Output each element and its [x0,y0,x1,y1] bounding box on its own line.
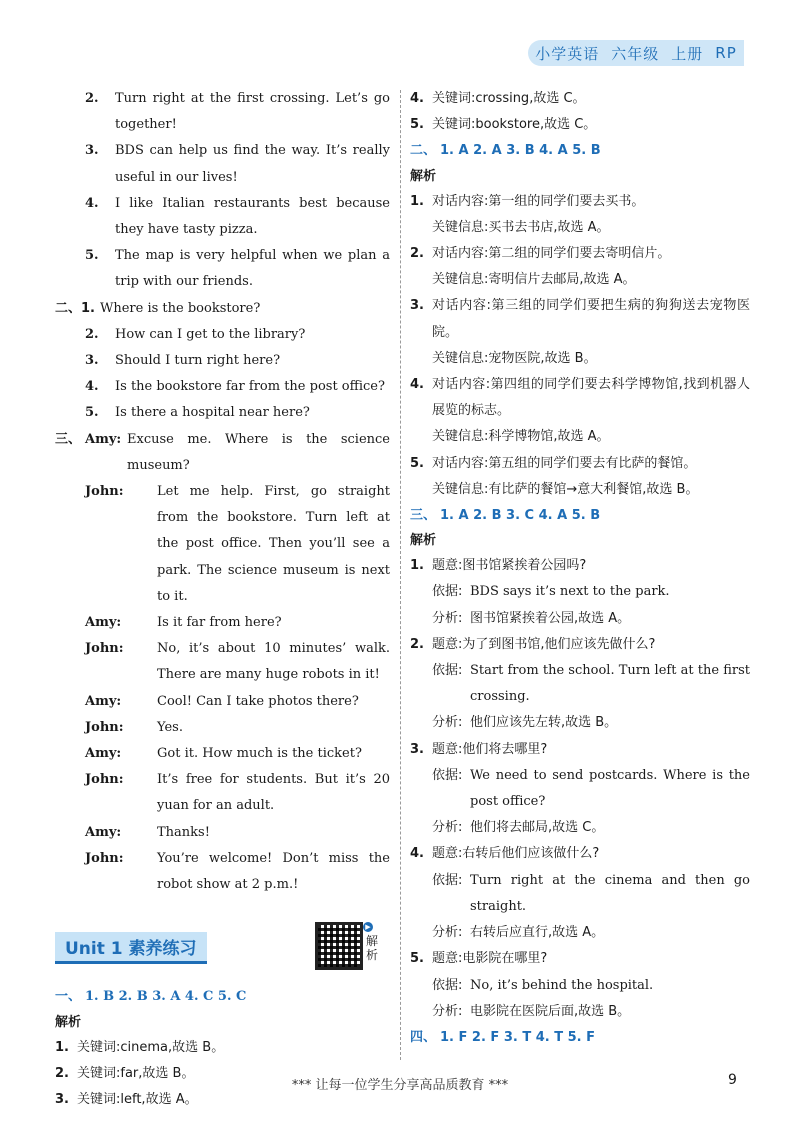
analysis-result: 分析: 他们应该先左转,故选 B。 [432,715,618,731]
list-item: 4. I like Italian restaurants best because they have tasty pizza. [85,195,390,238]
unit-title: Unit 1 素养练习 [55,932,207,964]
analysis-key: 关键信息:寄明信片去邮局,故选 A。 [432,272,636,288]
analysis-item: 3. 题意:他们将去哪里? [410,741,548,757]
section-2-item: 4. Is the bookstore far from the post office? [85,379,385,395]
analysis-item: 2. 题意:为了到图书馆,他们应该先做什么? [410,636,656,652]
analysis-key: 关键信息:有比萨的餐馆→意大利餐馆,故选 B。 [432,481,699,497]
dialogue-line: John: No, it’s about 10 minutes’ walk. There are many huge robots in it! [85,641,390,683]
footer-slogan: *** 让每一位学生分享高品质教育 *** [291,1078,509,1093]
page-number: 9 [728,1072,737,1088]
analysis-heading: 解析 [55,1014,82,1030]
section-2-item: 5. Is there a hospital near here? [85,405,310,421]
analysis-key: 关键信息:宠物医院,故选 B。 [432,350,597,366]
right-column [410,86,750,1051]
answer-row: 四、 1. F 2. F 3. T 4. T 5. F [410,1029,596,1045]
section-2-item: 二、1. Where is the bookstore? [55,300,261,316]
dialogue-line: John: It’s free for students. But it’s 20 yuan for an adult. [85,772,390,814]
analysis-item: 4. 关键词:crossing,故选 C。 [410,91,586,106]
header-volume: 上册 [671,44,704,63]
analysis-item: 3. 关键词:left,故选 A。 [55,1091,198,1107]
analysis-item: 1. 关键词:cinema,故选 B。 [55,1039,225,1055]
header-subject: 小学英语 [535,44,600,63]
analysis-item: 5. 对话内容:第五组的同学们要去有比萨的餐馆。 [410,455,697,471]
dialogue-line: John: You’re welcome! Don’t miss the robot show at 2 p.m.! [85,850,390,893]
analysis-item: 1. 对话内容:第一组的同学们要去买书。 [410,193,645,209]
dialogue-line: Amy: Thanks! [85,824,210,840]
dialogue-line: Amy: Got it. How much is the ticket? [85,746,362,762]
list-item: 2. Turn right at the first crossing. Let’s go together! [85,91,390,133]
analysis-key: 关键信息:科学博物馆,故选 A。 [432,429,610,445]
analysis-basis: 依据: Start from the school. Turn left at the first crossing. [432,663,750,705]
analysis-item: 2. 对话内容:第二组的同学们要去寄明信片。 [410,246,671,262]
analysis-item: 5. 题意:电影院在哪里? [410,951,548,967]
analysis-key: 关键信息:买书去书店,故选 A。 [432,219,610,235]
header-grade: 六年级 [611,44,660,63]
analysis-heading: 解析 [410,533,437,549]
analysis-basis: 依据: BDS says it’s next to the park. [432,584,670,600]
dialogue-line: Amy: Cool! Can I take photos there? [85,693,359,709]
answer-row: 二、 1. A 2. A 3. B 4. A 5. B [410,143,601,159]
analysis-item: 5. 关键词:bookstore,故选 C。 [410,117,597,133]
column-divider [400,90,401,1060]
dialogue-line: 三、 Amy: Excuse me. Where is the science museum? [55,431,390,473]
analysis-result: 分析: 他们将去邮局,故选 C。 [432,820,605,836]
analysis-result: 分析: 电影院在医院后面,故选 B。 [432,1003,631,1019]
analysis-basis: 依据: Turn right at the cinema and then go straight. [432,872,750,914]
qr-code-icon[interactable] [315,922,363,970]
analysis-result: 分析: 图书馆紧挨着公园,故选 A。 [432,610,631,626]
play-icon: ▶ [363,922,373,932]
section-2-item: 2. How can I get to the library? [85,326,306,342]
dialogue-line: John: Yes. [85,719,183,735]
header-banner [528,40,744,66]
answer-row: 一、 1. B 2. B 3. A 4. C 5. C [55,989,247,1005]
list-item: 3. BDS can help us find the way. It’s really useful in our lives! [85,143,390,185]
dialogue-line: John: Let me help. First, go straight from the bookstore. Turn left at the post office. Then you’ll see a park. The science museum is next to it. [85,484,390,604]
analysis-item: 1. 题意:图书馆紧挨着公园吗? [410,558,587,574]
left-column [55,86,390,1113]
analysis-basis: 依据: We need to send postcards. Where is the post office? [432,767,750,810]
analysis-item: 2. 关键词:far,故选 B。 [55,1065,195,1081]
analysis-heading: 解析 [410,168,437,184]
analysis-item: 3. 对话内容:第三组的同学们要把生病的狗狗送去宠物医院。 [410,298,750,340]
section-2-item: 3. Should I turn right here? [85,353,281,369]
header-edition: RP [715,44,737,62]
qr-label: 解析 [366,934,379,963]
qr-block[interactable] [315,922,380,970]
analysis-item: 4. 题意:右转后他们应该做什么? [410,846,600,862]
answer-row: 三、 1. A 2. B 3. C 4. A 5. B [410,508,601,524]
dialogue-line: Amy: Is it far from here? [85,615,282,631]
analysis-item: 4. 对话内容:第四组的同学们要去科学博物馆,找到机器人展览的标志。 [410,377,750,419]
unit-header [55,922,390,970]
list-item: 5. The map is very helpful when we plan a trip with our friends. [85,248,390,290]
analysis-result: 分析: 右转后应直行,故选 A。 [432,925,605,941]
analysis-basis: 依据: No, it’s behind the hospital. [432,977,654,993]
